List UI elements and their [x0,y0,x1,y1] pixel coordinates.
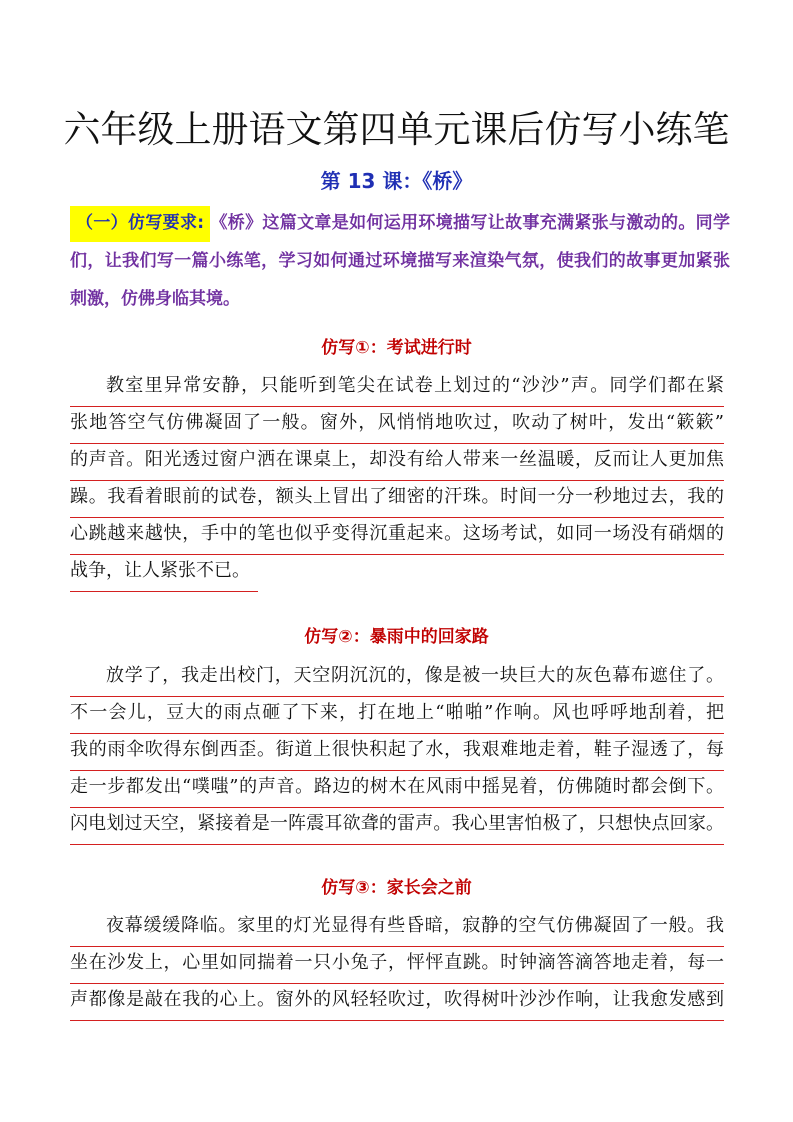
passage-2 [70,660,724,845]
document-title: 六年级上册语文第四单元课后仿写小练笔 [63,108,730,151]
passage-heading-3: 仿写③：家长会之前 [321,878,472,898]
passage-heading-1: 仿写①：考试进行时 [321,338,472,358]
writing-requirement [70,204,730,318]
passage-1 [70,370,724,596]
passage-line: 躁。我看着眼前的试卷，额头上冒出了细密的汗珠。时间一分一秒地过去，我的 [70,481,724,518]
passage-line: 放学了，我走出校门，天空阴沉沉的，像是被一块巨大的灰色幕布遮住了。 [70,660,724,697]
passage-line: 夜幕缓缓降临。家里的灯光显得有些昏暗，寂静的空气仿佛凝固了一般。我 [70,910,724,947]
requirement-label: （一）仿写要求: [70,206,210,242]
passage-line: 不一会儿，豆大的雨点砸了下来，打在地上“啪啪”作响。风也呼呼地刮着，把 [70,697,724,734]
passage-line: 张地答空气仿佛凝固了一般。窗外，风悄悄地吹过，吹动了树叶，发出“簌簌” [70,407,724,444]
passage-line: 我的雨伞吹得东倒西歪。街道上很快积起了水，我艰难地走着，鞋子湿透了，每 [70,734,724,771]
passage-line: 的声音。阳光透过窗户洒在课桌上，却没有给人带来一丝温暖，反而让人更加焦 [70,444,724,481]
passage-line: 声都像是敲在我的心上。窗外的风轻轻吹过，吹得树叶沙沙作响，让我愈发感到 [70,984,724,1021]
passage-line: 教室里异常安静，只能听到笔尖在试卷上划过的“沙沙”声。同学们都在紧 [70,370,724,407]
passage-line: 闪电划过天空，紧接着是一阵震耳欲聋的雷声。我心里害怕极了，只想快点回家。 [70,808,724,845]
requirement-text: 《桥》这篇文章是如何运用环境描写让故事充满紧张与激动的。同学们，让我们写一篇小练笔，学习如何通过环境描写来渲染气氛，使我们的故事更加紧张刺激，仿佛身临其境。 [70,213,730,309]
passage-heading-2: 仿写②：暴雨中的回家路 [304,627,489,647]
passage-line: 坐在沙发上，心里如同揣着一只小兔子，怦怦直跳。时钟滴答滴答地走着，每一 [70,947,724,984]
passage-line: 战争，让人紧张不已。 [70,555,258,592]
passage-line: 心跳越来越快，手中的笔也似乎变得沉重起来。这场考试，如同一场没有硝烟的 [70,518,724,555]
lesson-heading: 第 13 课：《桥》 [320,169,473,193]
passage-3 [70,910,724,1021]
passage-line: 走一步都发出“噗嗤”的声音。路边的树木在风雨中摇晃着，仿佛随时都会倒下。 [70,771,724,808]
